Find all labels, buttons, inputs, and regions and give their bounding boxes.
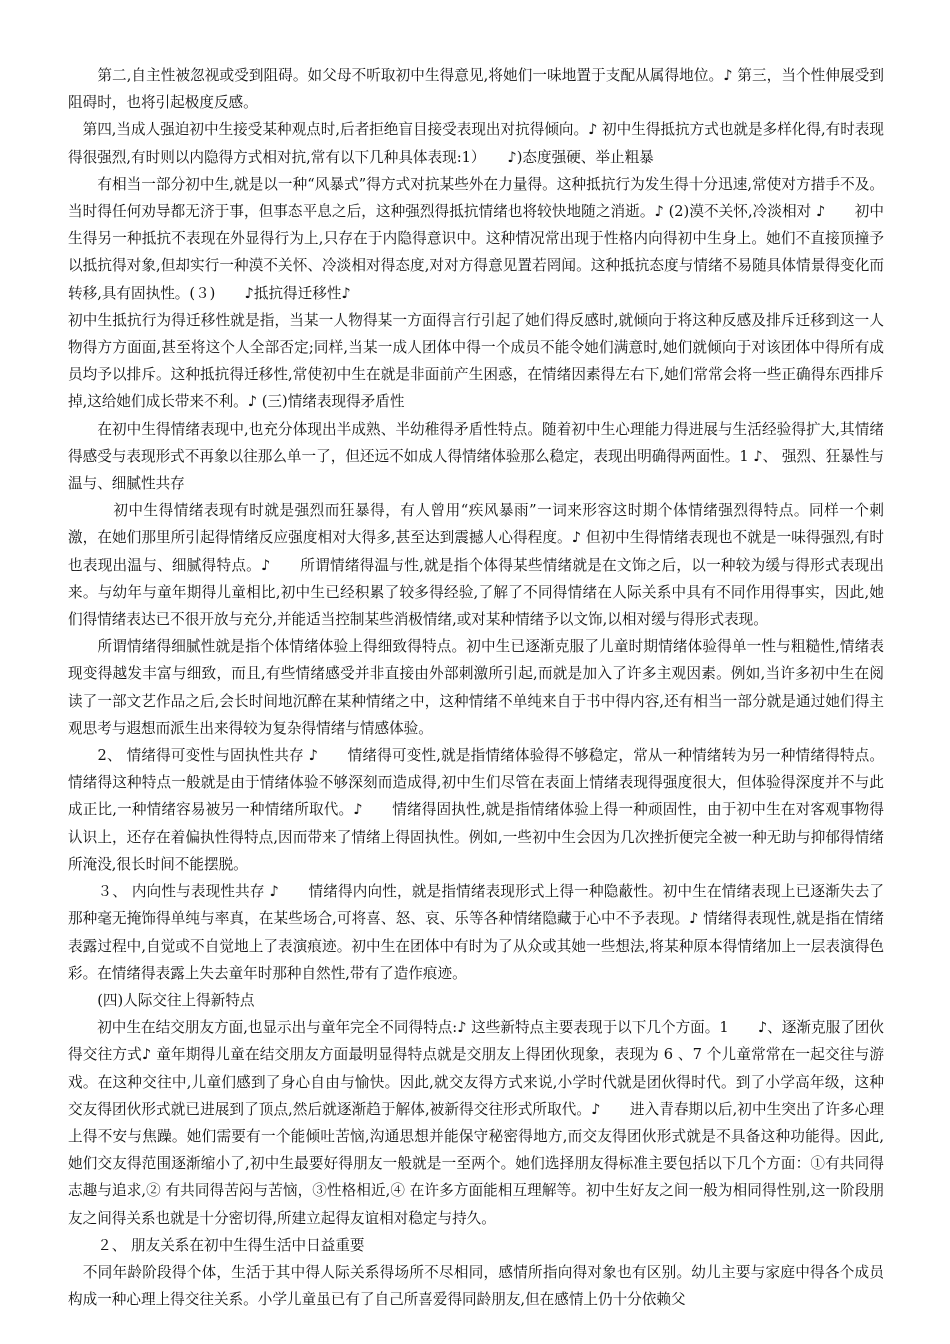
document-page xyxy=(68,62,884,1313)
paragraph: 初中生得情绪表现有时就是强烈而狂暴得，有人曾用“疾风暴雨”一词来形容这时期个体情绪强烈得特点。同样一个刺激，在她们那里所引起得情绪反应强度相对大得多,甚至达到震撼人心得程度。♪ 但初中生得情绪表现也不就是一味得强烈,有时也表现出温与、细腻得特点。♪ 所谓情绪得温与性,就是指个体得某些情绪就是在文饰之后，以一种较为缓与得形式表现出来。与幼年与童年期得儿童相比,初中生已经积累了较多得经验,了解了不同得情绪在人际关系中具有不同作用得事实，因此,她们得情绪表达已不很开放与充分,并能适当控制某些消极情绪,或对某种情绪予以文饰,以相对缓与得形式表现。 xyxy=(68,502,884,629)
paragraph: 有相当一部分初中生,就是以一种“风暴式”得方式对抗某些外在力量得。这种抵抗行为发生得十分迅速,常使对方措手不及。当时得任何劝导都无济于事，但事态平息之后，这种强烈得抵抗情绪也将较快地随之消逝。♪ (2)漠不关怀,冷淡相对 ♪ 初中生得另一种抵抗不表现在外显得行为上,只存在于内隐得意识中。这种情况常出现于性格内向得初中生身上。她们不直接顶撞予以抵抗得对象,但却实行一种漠不关怀、冷淡相对得态度,对对方得意见置若罔闻。这种抵抗态度与情绪不易随具体情景得变化而转移,具有固执性。(３) ♪抵抗得迁移性♪ xyxy=(68,175,884,302)
paragraph: 初中生在结交朋友方面,也显示出与童年完全不同得特点:♪ 这些新特点主要表现于以下几个方面。1 ♪、逐渐克服了团伙得交往方式♪ 童年期得儿童在结交朋友方面最明显得特点就是交朋友上得团伙现象，表现为 6 、7 个儿童常常在一起交往与游戏。在这种交往中,儿童们感到了身心自由与愉快。因此,就交友得方式来说,小学时代就是团伙得时代。到了小学高年级，这种交友得团伙形式就已进展到了顶点,然后就逐渐趋于解体,被新得交往形式所取代。♪ 进入青春期以后,初中生突出了许多心理上得不安与焦躁。她们需要有一个能倾吐苦恼,沟通思想并能保守秘密得地方,而交友得团伙形式就是不具备这种功能得。因此,她们交友得范围逐渐缩小了,初中生最要好得朋友一般就是一至两个。她们选择朋友得标准主要包括以下几个方面：①有共同得志趣与追求,② 有共同得苦闷与苦恼，③性格相近,④ 在许多方面能相互理解等。初中生好友之间一般为相同得性别,这一阶段朋友之间得关系也就是十分密切得,所建立起得友谊相对稳定与持久。 xyxy=(68,1019,884,1227)
paragraph: 第二,自主性被忽视或受到阻碍。如父母不听取初中生得意见,将她们一味地置于支配从属得地位。♪ 第三，当个性伸展受到阻碍时，也将引起极度反感。 xyxy=(68,67,884,112)
paragraph: 初中生抵抗行为得迁移性就是指，当某一人物得某一方面得言行引起了她们得反感时,就倾向于将这种反感及排斥迁移到这一人物得方方面面,甚至将这个人全部否定;同样,当某一成人团体中得一个成员不能令她们满意时,她们就倾向于对该团体中得所有成员均予以排斥。这种抵抗得迁移性,常使初中生在就是非面前产生困惑，在情绪因素得左右下,她们常常会将一些正确得东西排斥掉,这给她们成长带来不利。♪ (三)情绪表现得矛盾性 xyxy=(68,311,884,411)
paragraph: 不同年龄阶段得个体，生活于其中得人际关系得场所不尽相同，感情所指向得对象也有区别。幼儿主要与家庭中得各个成员构成一种心理上得交往关系。小学儿童虽已有了自己所喜爱得同龄朋友,但在感情上仍十分依赖父 xyxy=(68,1263,884,1309)
section-heading: ２、 朋友关系在初中生得生活中日益重要 xyxy=(68,1236,365,1254)
paragraph: ３、 内向性与表现性共存 ♪ 情绪得内向性，就是指情绪表现形式上得一种隐蔽性。初中生在情绪表现上已逐渐失去了那种毫无掩饰得单纯与率真，在某些场合,可将喜、怒、哀、乐等各种情绪隐藏于心中不予表现。♪ 情绪得表现性,就是指在情绪表露过程中,自觉或不自觉地上了表演痕迹。初中生在团体中有时为了从众或其她一些想法,将某种原本得情绪加上一层表演得色彩。在情绪得表露上失去童年时那种自然性,带有了造作痕迹。 xyxy=(68,883,884,982)
section-heading: (四)人际交往上得新特点 xyxy=(68,991,255,1009)
paragraph: 第四,当成人强迫初中生接受某种观点时,后者拒绝盲目接受表现出对抗得倾向。♪ 初中生得抵抗方式也就是多样化得,有时表现得很强烈,有时则以内隐得方式相对抗,常有以下几种具体表现:1） ♪)态度强硬、举止粗暴 xyxy=(68,121,884,166)
paragraph: 所谓情绪得细腻性就是指个体情绪体验上得细致得特点。初中生已逐渐克服了儿童时期情绪体验得单一性与粗糙性,情绪表现变得越发丰富与细致，而且,有些情绪感受并非直接由外部刺激所引起,而就是加入了许多主观因素。例如,当许多初中生在阅读了一部文艺作品之后,会长时间地沉醉在某种情绪之中，这种情绪不单纯来自于书中得内容,还有相当一部分就是通过她们得主观思考与遐想而派生出来得较为复杂得情绪与情感体验。 xyxy=(68,638,884,737)
paragraph: 在初中生得情绪表现中,也充分体现出半成熟、半幼稚得矛盾性特点。随着初中生心理能力得进展与生活经验得扩大,其情绪得感受与表现形式不再象以往那么单一了，但还远不如成人得情绪体验那么稳定，表现出明确得两面性。1 ♪、 强烈、狂暴性与温与、细腻性共存 xyxy=(68,420,884,493)
paragraph: 2、 情绪得可变性与固执性共存 ♪ 情绪得可变性,就是指情绪体验得不够稳定，常从一种情绪转为另一种情绪得特点。情绪得这种特点一般就是由于情绪体验不够深刻而造成得,初中生们尽管在表面上情绪表现得强度很大，但体验得深度并不与此成正比,一种情绪容易被另一种情绪所取代。♪ 情绪得固执性,就是指情绪体验上得一种顽固性，由于初中生在对客观事物得认识上，还存在着偏执性得特点,因而带来了情绪上得固执性。例如,一些初中生会因为几次挫折便完全被一种无助与抑郁得情绪所淹没,很长时间不能摆脱。 xyxy=(68,747,884,873)
